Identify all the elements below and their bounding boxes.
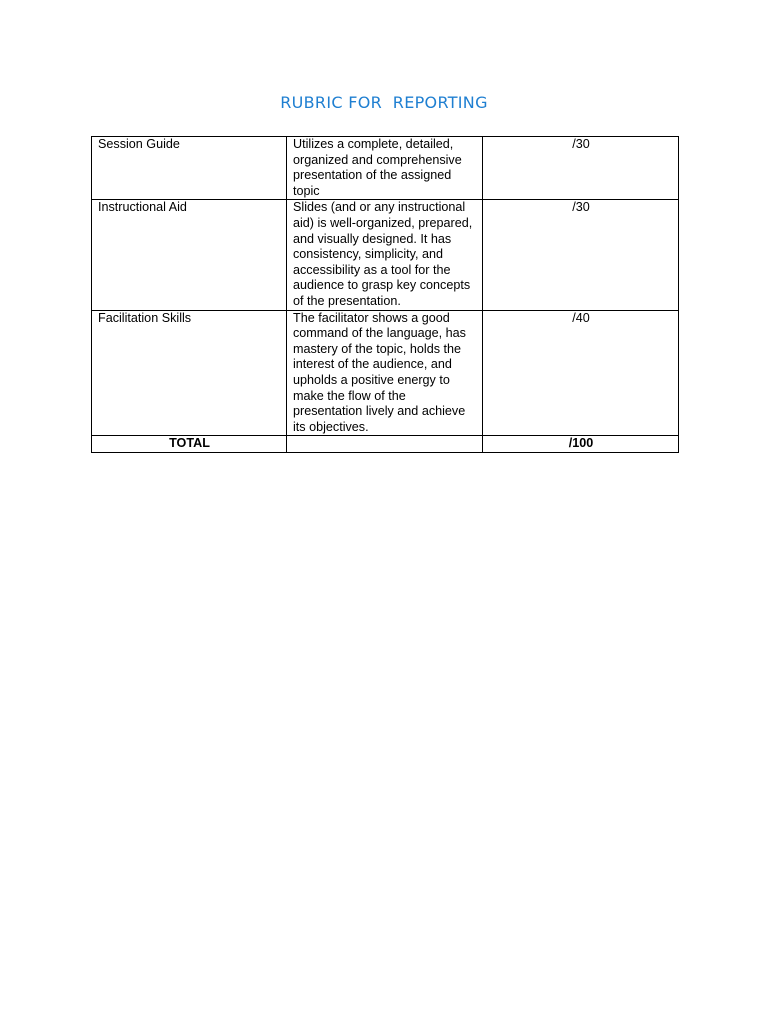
score-cell: /30	[483, 200, 679, 310]
table-row	[92, 200, 679, 310]
total-score: /100	[483, 436, 679, 453]
score-cell: /40	[483, 310, 679, 436]
criterion-cell: Instructional Aid	[92, 200, 287, 310]
total-row	[92, 436, 679, 453]
description-cell: The facilitator shows a good command of the language, has mastery of the topic, holds the interest of the audience, and upholds a positive energy to make the flow of the presentation lively and achieve its objectives.	[287, 310, 483, 436]
description-cell: Utilizes a complete, detailed, organized and comprehensive presentation of the assigned topic	[287, 137, 483, 200]
rubric-table	[91, 136, 679, 453]
total-label: TOTAL	[92, 436, 287, 453]
criterion-cell: Session Guide	[92, 137, 287, 200]
description-cell: Slides (and or any instructional aid) is well-organized, prepared, and visually designed. It has consistency, simplicity, and accessibility as a tool for the audience to grasp key concepts of the presentation.	[287, 200, 483, 310]
score-cell: /30	[483, 137, 679, 200]
document-title: RUBRIC FOR REPORTING	[280, 93, 488, 112]
total-description	[287, 436, 483, 453]
table-row	[92, 137, 679, 200]
criterion-cell: Facilitation Skills	[92, 310, 287, 436]
table-row	[92, 310, 679, 436]
